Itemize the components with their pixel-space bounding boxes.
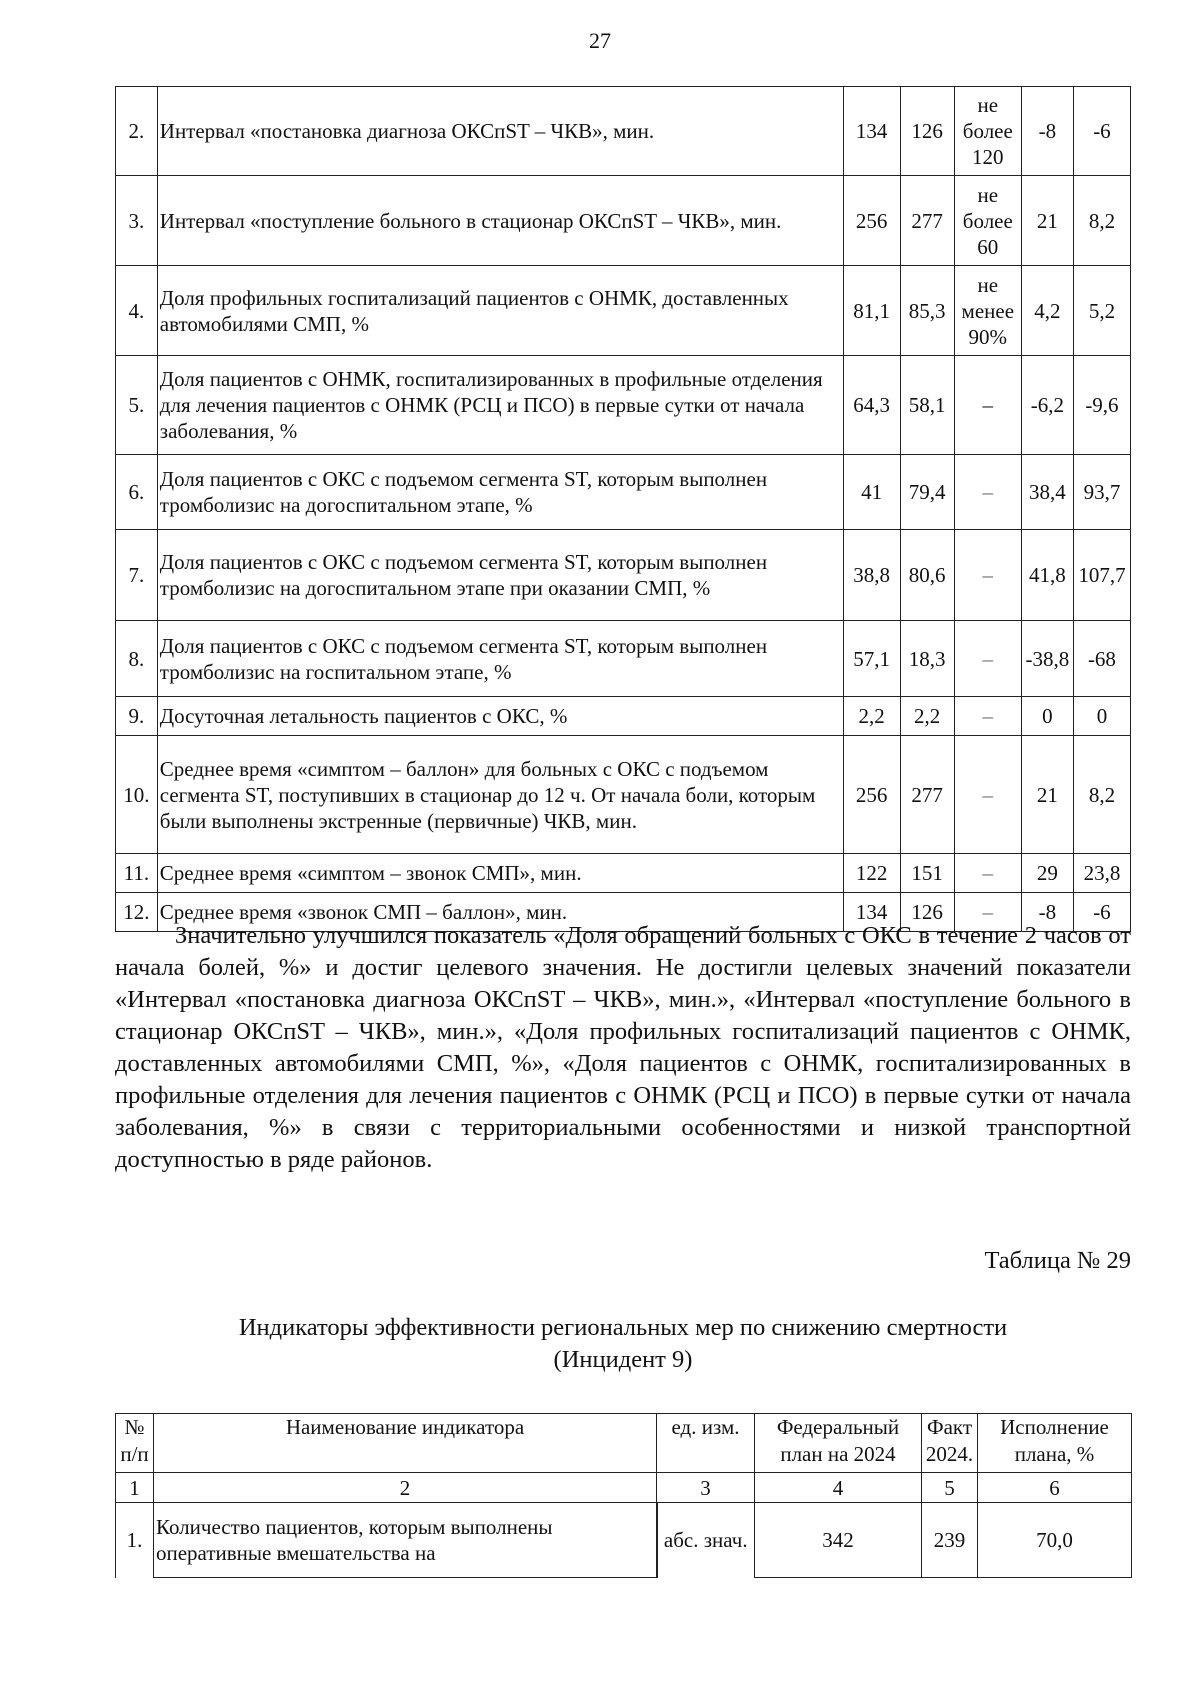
row-value-2023: 256 [843,736,900,854]
table-row [116,266,1131,356]
row-target: не более 60 [954,176,1021,266]
row-value-2024: 79,4 [900,455,954,530]
page-number: 27 [589,28,611,53]
row-diff-pct: 8,2 [1073,176,1130,266]
row-diff-pct: -9,6 [1073,356,1130,455]
row-diff-abs: 21 [1021,176,1073,266]
table-caption-line-1: Индикаторы эффективности региональных мер по снижению смертности [238,1314,1008,1341]
row-value-2024: 126 [900,87,954,176]
row-diff-abs: 4,2 [1021,266,1073,356]
row-unit: абс. знач. [657,1503,755,1578]
row-name: Среднее время «симптом – баллон» для больных с ОКС с подъемом сегмента ST, поступивших в стационар до 12 ч. От начала боли, которым были выполнены экстренные (первичные) ЧКВ, мин. [157,736,843,854]
row-value-2023: 38,8 [843,530,900,621]
row-diff-abs: -38,8 [1021,621,1073,697]
table-caption-line-2: (Инцидент 9) [553,1346,693,1373]
row-value-2024: 2,2 [900,697,954,736]
table-row [116,176,1131,266]
column-index: 3 [657,1473,755,1503]
row-diff-pct: -6 [1073,893,1130,932]
row-name: Среднее время «звонок СМП – баллон», мин. [157,893,843,932]
row-name: Интервал «постановка диагноза ОКСпST – ЧКВ», мин. [157,87,843,176]
row-value-2024: 18,3 [900,621,954,697]
row-name: Доля пациентов с ОНМК, госпитализированных в профильные отделения для лечения пациентов с ОНМК (РСЦ и ПСО) в первые сутки от начала заболевания, % [157,356,843,455]
header-plan: Федеральный план на 2024 [755,1414,922,1473]
row-value-2024: 58,1 [900,356,954,455]
table-row [116,356,1131,455]
row-value-2023: 81,1 [843,266,900,356]
efficiency-indicators-table [115,1413,1132,1578]
row-value-2023: 256 [843,176,900,266]
row-value-2024: 277 [900,736,954,854]
row-target: – [954,854,1021,893]
row-num: 7. [116,530,158,621]
row-name: Интервал «поступление больного в стационар ОКСпST – ЧКВ», мин. [157,176,843,266]
indicators-continuation-table [115,86,1131,932]
column-index: 1 [116,1473,154,1503]
row-num: 2. [116,87,158,176]
row-target: – [954,530,1021,621]
row-name: Среднее время «симптом – звонок СМП», мин. [157,854,843,893]
row-num: 10. [116,736,158,854]
row-name: Количество пациентов, которым выполнены оперативные вмешательства на [154,1503,657,1578]
row-value-2024: 126 [900,893,954,932]
summary-text: Значительно улучшился показатель «Доля обращений больных с ОКС в течение 2 часов от начала болей, %» и достиг целевого значения. Не достигли целевых значений показатели «Интервал «постановка диагноза ОКСпST – ЧКВ», мин.», «Интервал «поступление больного в стационар ОКСпST – ЧКВ», мин.», «Доля профильных госпитализаций пациентов с ОНМК, доставленных автомобилями СМП, %», «Доля пациентов с ОНМК, госпитализированных в профильные отделения для лечения пациентов с ОНМК (РСЦ и ПСО) в первые сутки от начала заболевания, %» в связи с территориальными особенностями и низкой транспортной доступностью в ряде районов. [115,922,1131,1173]
row-diff-pct: 5,2 [1073,266,1130,356]
column-index: 5 [922,1473,978,1503]
row-num: 5. [116,356,158,455]
row-value-2023: 2,2 [843,697,900,736]
table-row [116,87,1131,176]
row-diff-pct: -6 [1073,87,1130,176]
row-diff-abs: -8 [1021,87,1073,176]
table-row [116,736,1131,854]
row-exec: 70,0 [978,1503,1132,1578]
header-exec: Исполнение плана, % [978,1414,1132,1473]
row-value-2024: 80,6 [900,530,954,621]
column-index-row [116,1473,1132,1503]
row-name: Досуточная летальность пациентов с ОКС, % [157,697,843,736]
row-name: Доля профильных госпитализаций пациентов с ОНМК, доставленных автомобилями СМП, % [157,266,843,356]
row-target: – [954,893,1021,932]
row-num: 6. [116,455,158,530]
row-target: не менее 90% [954,266,1021,356]
row-target: – [954,356,1021,455]
row-num: 4. [116,266,158,356]
row-diff-pct: 93,7 [1073,455,1130,530]
column-index: 6 [978,1473,1132,1503]
row-name: Доля пациентов с ОКС с подъемом сегмента ST, которым выполнен тромболизис на госпитальном этапе, % [157,621,843,697]
row-value-2023: 57,1 [843,621,900,697]
column-index: 2 [154,1473,657,1503]
row-fact: 239 [922,1503,978,1578]
row-target: – [954,697,1021,736]
row-value-2023: 134 [843,87,900,176]
table-number-label: Таблица № 29 [984,1247,1131,1274]
row-diff-pct: 23,8 [1073,854,1130,893]
summary-paragraph [115,920,1131,1176]
row-diff-abs: 21 [1021,736,1073,854]
row-num: 11. [116,854,158,893]
table-header-row [116,1414,1132,1473]
row-target: – [954,621,1021,697]
row-diff-abs: 38,4 [1021,455,1073,530]
header-name: Наименование индикатора [154,1414,657,1473]
row-num: 12. [116,893,158,932]
row-diff-abs: 0 [1021,697,1073,736]
header-unit: ед. изм. [657,1414,755,1473]
row-name: Доля пациентов с ОКС с подъемом сегмента ST, которым выполнен тромболизис на догоспитальном этапе, % [157,455,843,530]
row-num: 9. [116,697,158,736]
table-row [116,1503,1132,1578]
row-value-2024: 151 [900,854,954,893]
row-num: 3. [116,176,158,266]
table-row [116,455,1131,530]
row-target: не более 120 [954,87,1021,176]
table-row [116,530,1131,621]
header-fact: Факт 2024. [922,1414,978,1473]
row-num: 1. [116,1503,154,1578]
table-row [116,854,1131,893]
row-value-2023: 122 [843,854,900,893]
row-diff-abs: -8 [1021,893,1073,932]
row-value-2024: 85,3 [900,266,954,356]
row-value-2023: 64,3 [843,356,900,455]
table-row [116,697,1131,736]
row-value-2023: 134 [843,893,900,932]
row-value-2024: 277 [900,176,954,266]
header-num: № п/п [116,1414,154,1473]
row-num: 8. [116,621,158,697]
row-target: – [954,736,1021,854]
row-diff-pct: -68 [1073,621,1130,697]
table-caption [115,1312,1131,1376]
row-diff-abs: 29 [1021,854,1073,893]
row-value-2023: 41 [843,455,900,530]
row-name: Доля пациентов с ОКС с подъемом сегмента ST, которым выполнен тромболизис на догоспитальном этапе при оказании СМП, % [157,530,843,621]
row-diff-pct: 107,7 [1073,530,1130,621]
table-row [116,621,1131,697]
row-plan: 342 [755,1503,922,1578]
row-diff-abs: -6,2 [1021,356,1073,455]
row-diff-abs: 41,8 [1021,530,1073,621]
row-target: – [954,455,1021,530]
row-diff-pct: 8,2 [1073,736,1130,854]
column-index: 4 [755,1473,922,1503]
row-diff-pct: 0 [1073,697,1130,736]
